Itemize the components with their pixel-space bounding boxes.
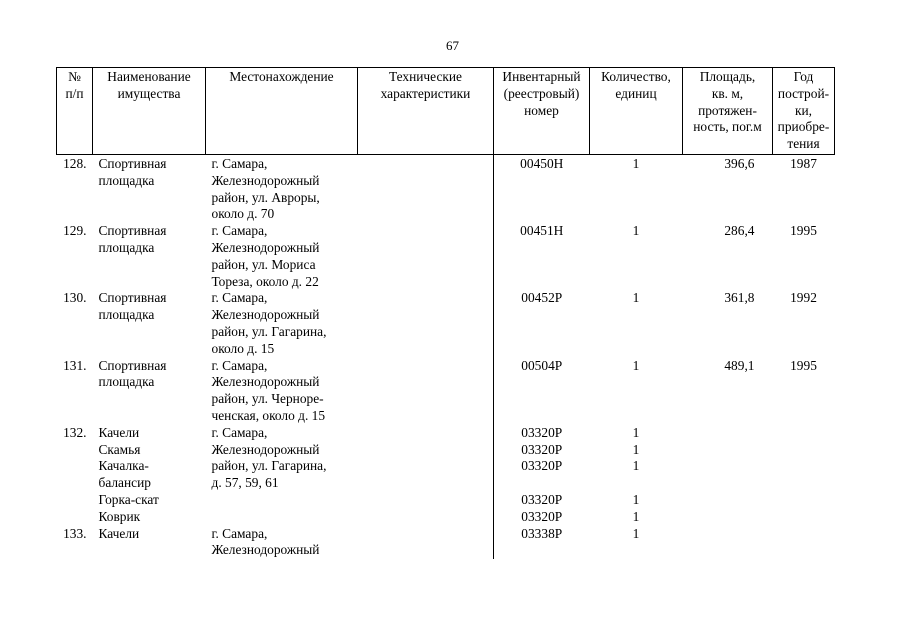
header-line: Площадь, [699,69,756,84]
item-name [93,358,206,425]
inventory-line: 03320Р [521,424,563,440]
header-line: Год [793,69,814,84]
header-line: Местонахождение [229,69,334,84]
header-line: единиц [615,85,657,101]
item-name-line: Спортивная [98,223,167,239]
inventory-number [494,358,590,425]
table-body [57,155,835,560]
technical-characteristics [358,358,494,425]
location-line: г. Самара, [211,223,268,239]
inventory-number [494,223,590,290]
location-line: район, ул. Авроры, [211,189,320,205]
table-row [57,358,835,425]
inventory-line: 03320Р [521,491,563,507]
year-value [773,526,835,560]
item-name [93,425,206,526]
inventory-number [494,425,590,526]
item-location [206,358,358,425]
area-value: 489,1 [724,357,755,373]
area-value [683,425,773,526]
item-name-line: балансир [98,475,151,491]
header-line: характеристики [380,85,471,101]
header-location [206,68,358,155]
location-line: Железнодорожный [211,441,320,457]
location-line: г. Самара, [211,357,268,373]
item-location [206,155,358,224]
item-name [93,290,206,357]
technical-characteristics [358,290,494,357]
quantity-line: 1 [632,525,640,541]
item-name-line: площадка [98,239,155,255]
inventory-line: 00504Р [521,357,563,373]
item-name-line: Качели [98,525,140,541]
technical-characteristics [358,526,494,560]
location-line: Железнодорожный [211,239,320,255]
header-line: Количество, [601,69,671,84]
table-row [57,526,835,560]
quantity-line: 1 [632,290,640,306]
location-line: Железнодорожный [211,374,320,390]
table-header [57,68,835,155]
area-value: 286,4 [724,223,755,239]
location-line: Железнодорожный [211,542,320,558]
header-year [773,68,835,155]
item-name-line: Коврик [98,508,141,524]
quantity-line [590,475,683,492]
quantity-line: 1 [632,458,640,474]
location-line: район, ул. Гагарина, [211,458,327,474]
table-row [57,155,835,224]
header-line: построй- [777,85,830,101]
header-line: Наименование [107,69,191,84]
table-row [57,223,835,290]
row-number: 131. [63,357,87,373]
table-row [57,290,835,357]
location-line: район, ул. Гагарина, [211,323,327,339]
header-technical [358,68,494,155]
inventory-line: 03320Р [521,458,563,474]
quantity [590,223,683,290]
location-line: район, ул. Черноре- [211,391,324,407]
row-number: 132. [63,424,87,440]
inventory-line: 00450Н [520,156,564,171]
item-location [206,223,358,290]
year-value [773,425,835,526]
quantity-line: 1 [632,156,640,171]
location-line: около д. 15 [211,340,275,356]
technical-characteristics [358,155,494,224]
header-line: протяжен- [698,102,757,118]
area-value: 396,6 [724,156,755,171]
header-quantity [590,68,683,155]
table-row [57,425,835,526]
technical-characteristics [358,223,494,290]
header-line: п/п [65,85,84,101]
item-name [93,223,206,290]
area-value: 361,8 [724,290,755,306]
location-line: ченская, около д. 15 [211,407,326,423]
inventory-line: 03320Р [521,508,563,524]
quantity-line: 1 [632,424,640,440]
header-line: (реестровый) [503,85,580,101]
inventory-line: 03320Р [521,441,563,457]
item-name-line: Горка-скат [98,491,159,507]
item-name-line: Спортивная [98,290,167,306]
item-location [206,526,358,560]
header-line: № [68,69,81,84]
quantity-line: 1 [632,441,640,457]
quantity [590,290,683,357]
technical-characteristics [358,425,494,526]
quantity-line: 1 [632,508,640,524]
quantity [590,155,683,224]
header-number [57,68,93,155]
property-register-table [56,67,835,559]
item-name [93,526,206,560]
location-line: Тореза, около д. 22 [211,273,319,289]
header-name [93,68,206,155]
location-line: г. Самара, [211,424,268,440]
row-number: 133. [63,525,87,541]
location-line: Железнодорожный [211,307,320,323]
page-number: 67 [446,38,459,53]
year-value: 1987 [790,156,817,171]
year-value: 1995 [790,223,817,239]
location-line: г. Самара, [211,290,268,306]
quantity-line: 1 [632,491,640,507]
quantity-line: 1 [632,357,640,373]
year-value: 1995 [790,357,817,373]
quantity [590,425,683,526]
item-name-line: Спортивная [98,357,167,373]
header-inventory [494,68,590,155]
item-location [206,425,358,526]
header-line: кв. м, [711,85,744,101]
inventory-number [494,155,590,224]
quantity [590,358,683,425]
location-line: д. 57, 59, 61 [211,475,279,491]
item-name-line: площадка [98,374,155,390]
item-name-line: площадка [98,172,155,188]
row-number: 128. [63,156,87,171]
item-name-line: Скамья [98,441,141,457]
item-name-line: Спортивная [98,156,167,171]
row-number: 129. [63,223,87,239]
header-line: имущества [117,85,181,101]
header-line: Технические [388,69,463,84]
location-line: около д. 70 [211,206,275,222]
item-name-line: площадка [98,307,155,323]
inventory-number [494,526,590,560]
location-line: г. Самара, [211,156,268,171]
header-line: ки, [794,102,813,118]
inventory-number [494,290,590,357]
location-line: г. Самара, [211,525,268,541]
header-area [683,68,773,155]
header-line: ность, пог.м [693,119,762,135]
item-name-line: Качалка- [98,458,149,474]
area-value [683,526,773,560]
item-name-line: Качели [98,424,140,440]
inventory-line: 03338Р [521,525,563,541]
quantity-line: 1 [632,223,640,239]
header-line: Инвентарный [502,69,581,84]
year-value: 1992 [790,290,817,306]
quantity [590,526,683,560]
location-line: район, ул. Мориса [211,256,316,272]
header-line: приобре- [777,119,830,135]
item-name [93,155,206,224]
row-number: 130. [63,290,87,306]
header-line: тения [787,136,820,152]
header-line: номер [524,102,559,118]
item-location [206,290,358,357]
inventory-line: 00451Н [520,223,564,239]
location-line: Железнодорожный [211,172,320,188]
inventory-line [494,475,590,492]
inventory-line: 00452Р [521,290,563,306]
